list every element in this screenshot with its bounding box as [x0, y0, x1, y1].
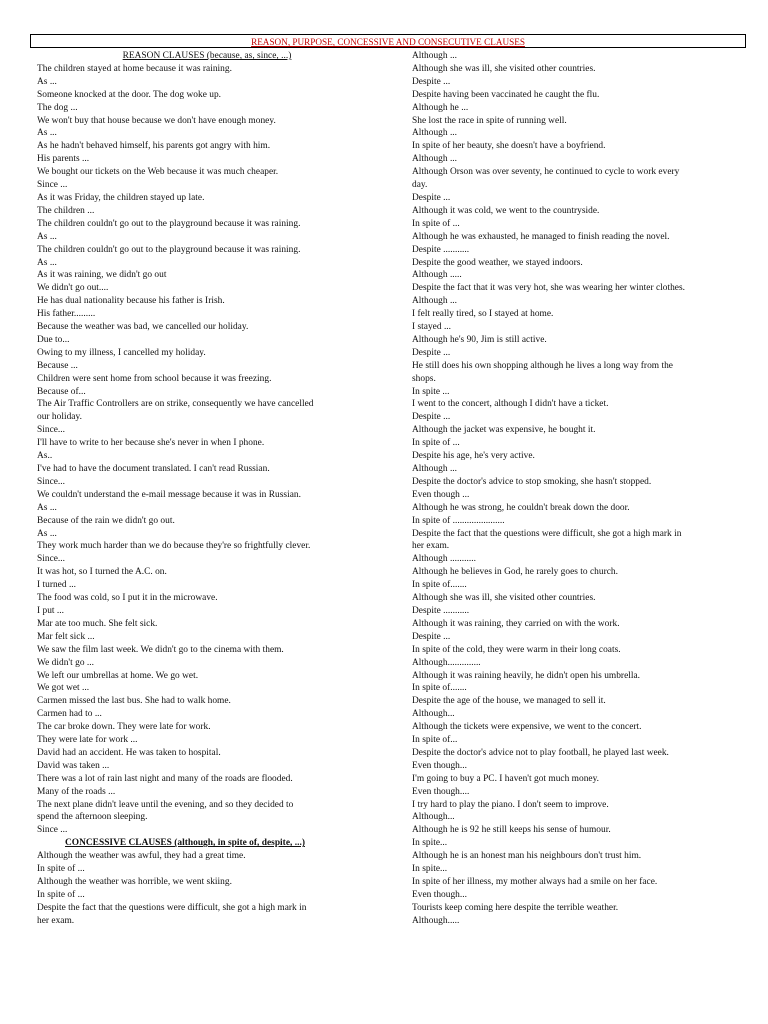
exercise-line: Although Orson was over seventy, he continued to cycle to work every: [412, 167, 680, 178]
exercise-line: Despite the age of the house, we managed to sell it.: [412, 696, 606, 707]
right-exercise-list: [412, 50, 740, 928]
exercise-line: Despite ...: [412, 192, 451, 203]
exercise-line: Although he was exhausted, he managed to finish reading the novel.: [412, 231, 670, 242]
exercise-line: The children couldn't go out to the playground because it was raining.: [37, 244, 301, 255]
exercise-line: Tourists keep coming here despite the terrible weather.: [412, 902, 619, 913]
exercise-line: Despite the fact that the questions were difficult, she got a high mark in: [412, 528, 682, 539]
exercise-line: His parents ...: [37, 154, 90, 165]
exercise-line: shops.: [412, 373, 436, 384]
exercise-line: her exam.: [412, 541, 450, 552]
exercise-line: The dog ...: [37, 102, 78, 113]
exercise-line: We didn't go ...: [37, 657, 94, 668]
exercise-line: I stayed ...: [412, 322, 452, 333]
exercise-line: In spite...: [412, 864, 448, 875]
concessive-clauses-heading: CONCESSIVE CLAUSES (although, in spite of, despite, ...): [65, 838, 305, 849]
exercise-line: Although ...: [412, 464, 458, 474]
exercise-line: Although .....: [412, 270, 462, 281]
exercise-line: Although he's 90, Jim is still active.: [412, 334, 547, 345]
exercise-line: It was hot, so I turned the A.C. on.: [37, 567, 167, 578]
exercise-line: Despite the doctor's advice not to play football, he played last week.: [412, 747, 669, 758]
exercise-line: We saw the film last week. We didn't go to the cinema with them.: [37, 644, 284, 655]
left-column: [37, 50, 377, 928]
right-column: [412, 50, 740, 928]
exercise-line: Although ...: [412, 296, 458, 307]
exercise-line: Although...: [412, 709, 455, 720]
exercise-line: She lost the race in spite of running well.: [412, 115, 567, 126]
exercise-line: Although..............: [412, 657, 481, 668]
exercise-line: The car broke down. They were late for work.: [37, 722, 211, 733]
exercise-line: His father.........: [37, 309, 96, 320]
page-title: REASON, PURPOSE, CONCESSIVE AND CONSECUTIVE CLAUSES: [30, 34, 746, 48]
exercise-line: Although the tickets were expensive, we went to the concert.: [412, 722, 642, 733]
exercise-line: We didn't go out....: [37, 283, 109, 294]
exercise-line: Someone knocked at the door. The dog woke up.: [37, 89, 222, 100]
exercise-line: I went to the concert, although I didn't have a ticket.: [412, 399, 609, 410]
exercise-line: David had an accident. He was taken to hospital.: [37, 747, 221, 758]
exercise-line: He still does his own shopping although he lives a long way from the: [412, 360, 673, 371]
exercise-line: our holiday.: [37, 412, 82, 423]
concessive-exercise-list: [37, 850, 377, 927]
exercise-line: There was a lot of rain last night and many of the roads are flooded.: [37, 773, 293, 784]
exercise-line: Because of...: [37, 386, 86, 397]
exercise-line: Due to...: [37, 334, 70, 345]
exercise-line: Although.....: [412, 915, 460, 926]
exercise-line: As ...: [37, 257, 57, 268]
exercise-line: I felt really tired, so I stayed at home.: [412, 309, 554, 320]
exercise-line: In spite of.......: [412, 683, 467, 694]
exercise-line: Despite the fact that it was very hot, she was wearing her winter clothes.: [412, 283, 686, 294]
exercise-line: Carmen had to ...: [37, 709, 102, 720]
exercise-line: Although ...: [412, 154, 458, 165]
exercise-line: They work much harder than we do because they're so frightfully clever.: [37, 541, 311, 552]
exercise-line: Carmen missed the last bus. She had to walk home.: [37, 696, 231, 707]
exercise-line: As it was raining, we didn't go out: [37, 270, 167, 281]
exercise-line: Although she was ill, she visited other countries.: [412, 593, 596, 604]
exercise-line: Since ...: [37, 180, 68, 191]
exercise-line: Even though ...: [412, 489, 470, 500]
exercise-line: As ...: [37, 76, 57, 87]
exercise-line: spend the afternoon sleeping.: [37, 812, 148, 823]
reason-clauses-heading: REASON CLAUSES (because, as, since, ...): [122, 51, 292, 61]
exercise-line: Although the weather was awful, they had a great time.: [37, 851, 246, 862]
exercise-line: Although he was strong, he couldn't break down the door.: [412, 502, 630, 513]
exercise-line: As ...: [37, 502, 57, 513]
exercise-line: Although the jacket was expensive, he bought it.: [412, 425, 596, 436]
exercise-line: I'm going to buy a PC. I haven't got much money.: [412, 773, 600, 784]
exercise-line: Even though...: [412, 760, 467, 771]
exercise-line: Despite ...........: [412, 605, 470, 616]
exercise-line: Despite the fact that the questions were difficult, she got a high mark in: [37, 902, 307, 913]
exercise-line: Although it was cold, we went to the countryside.: [412, 205, 600, 216]
exercise-line: Many of the roads ...: [37, 786, 116, 797]
exercise-line: As he hadn't behaved himself, his parents got angry with him.: [37, 141, 271, 152]
exercise-line: The children couldn't go out to the playground because it was raining.: [37, 218, 301, 229]
exercise-line: We got wet ...: [37, 683, 90, 694]
exercise-line: I try hard to play the piano. I don't seem to improve.: [412, 799, 609, 810]
exercise-line: They were late for work ...: [37, 735, 138, 746]
exercise-line: Since...: [37, 476, 66, 487]
exercise-line: I'll have to write to her because she's never in when I phone.: [37, 438, 265, 449]
exercise-line: Although ...: [412, 51, 458, 61]
exercise-line: Although he is an honest man his neighbours don't trust him.: [412, 851, 642, 862]
exercise-line: The next plane didn't leave until the evening, and so they decided to: [37, 799, 294, 810]
exercise-line: We left our umbrellas at home. We go wet.: [37, 670, 199, 681]
exercise-line: Despite ...: [412, 412, 451, 423]
exercise-line: Although...: [412, 812, 455, 823]
exercise-line: David was taken ...: [37, 760, 110, 771]
exercise-line: Despite ...: [412, 347, 451, 358]
exercise-line: In spite of ...: [37, 864, 85, 875]
exercise-line: Although ...........: [412, 554, 476, 565]
exercise-line: He has dual nationality because his father is Irish.: [37, 296, 225, 307]
exercise-line: her exam.: [37, 915, 75, 926]
exercise-line: Even though...: [412, 889, 467, 900]
exercise-line: Although it was raining, they carried on with the work.: [412, 618, 620, 629]
exercise-line: In spite of.......: [412, 580, 467, 591]
exercise-line: Although he is 92 he still keeps his sense of humour.: [412, 825, 611, 836]
exercise-line: Mar felt sick ...: [37, 631, 95, 642]
exercise-line: The children ...: [37, 205, 95, 216]
exercise-line: Despite the good weather, we stayed indoors.: [412, 257, 583, 268]
exercise-line: Although ...: [412, 128, 458, 139]
exercise-line: Although she was ill, she visited other countries.: [412, 63, 596, 74]
exercise-line: The children stayed at home because it was raining.: [37, 63, 232, 74]
exercise-line: Children were sent home from school because it was freezing.: [37, 373, 272, 384]
exercise-line: Since...: [37, 425, 66, 436]
exercise-line: As ...: [37, 528, 57, 539]
exercise-line: Because ...: [37, 360, 78, 371]
exercise-line: Since...: [37, 554, 66, 565]
exercise-line: As ...: [37, 128, 57, 139]
exercise-line: We couldn't understand the e-mail message because it was in Russian.: [37, 489, 301, 500]
exercise-line: I turned ...: [37, 580, 77, 591]
exercise-line: In spite...: [412, 838, 448, 849]
reason-exercise-list: [37, 63, 377, 837]
exercise-line: In spite of...: [412, 735, 458, 746]
exercise-line: The food was cold, so I put it in the microwave.: [37, 593, 218, 604]
exercise-line: In spite of her beauty, she doesn't have a boyfriend.: [412, 141, 606, 152]
exercise-line: In spite of ...: [37, 889, 85, 900]
exercise-line: In spite of ...: [412, 218, 460, 229]
exercise-line: In spite of her illness, my mother always had a smile on her face.: [412, 877, 658, 887]
exercise-line: Mar ate too much. She felt sick.: [37, 618, 158, 629]
exercise-line: Although he ...: [412, 102, 469, 113]
exercise-line: Despite ...: [412, 76, 451, 87]
exercise-line: Although it was raining heavily, he didn't open his umbrella.: [412, 670, 641, 681]
exercise-line: Despite ...: [412, 631, 451, 642]
exercise-line: Because the weather was bad, we cancelled our holiday.: [37, 322, 249, 333]
exercise-line: The Air Traffic Controllers are on strike, consequently we have cancelled: [37, 399, 314, 410]
exercise-line: Despite ...........: [412, 244, 470, 255]
exercise-line: day.: [412, 180, 428, 191]
exercise-line: As ...: [37, 231, 57, 242]
exercise-line: I put ...: [37, 605, 65, 616]
exercise-line: As it was Friday, the children stayed up late.: [37, 192, 205, 203]
exercise-line: Despite his age, he's very active.: [412, 451, 535, 462]
exercise-line: Although he believes in God, he rarely goes to church.: [412, 567, 618, 578]
exercise-line: Even though....: [412, 786, 470, 797]
exercise-line: Since ...: [37, 825, 68, 836]
exercise-line: In spite of ......................: [412, 515, 505, 526]
exercise-line: Although the weather was horrible, we went skiing.: [37, 877, 232, 887]
exercise-line: As..: [37, 451, 53, 462]
exercise-line: In spite of the cold, they were warm in their long coats.: [412, 644, 621, 655]
exercise-line: I've had to have the document translated. I can't read Russian.: [37, 464, 270, 474]
exercise-line: In spite ...: [412, 386, 450, 397]
exercise-line: We won't buy that house because we don't have enough money.: [37, 115, 276, 126]
exercise-line: Despite the doctor's advice to stop smoking, she hasn't stopped.: [412, 476, 652, 487]
exercise-line: In spite of ...: [412, 438, 460, 449]
exercise-line: Despite having been vaccinated he caught the flu.: [412, 89, 600, 100]
exercise-line: We bought our tickets on the Web because it was much cheaper.: [37, 167, 279, 178]
exercise-line: Owing to my illness, I cancelled my holiday.: [37, 347, 206, 358]
exercise-line: Because of the rain we didn't go out.: [37, 515, 175, 526]
